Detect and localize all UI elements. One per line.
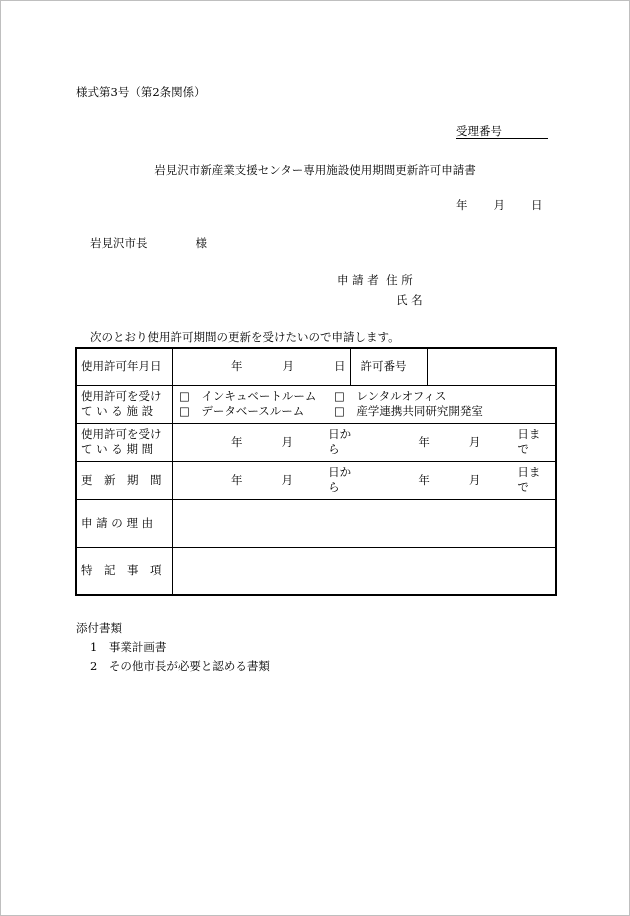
facility-checkbox-incubation[interactable]: □ インキュベートルーム — [179, 389, 317, 403]
facility-label-line1: 使用許可を受け — [81, 389, 162, 403]
applicant-address[interactable] — [337, 273, 413, 287]
facility-checkbox-rental-office[interactable]: □ レンタルオフィス — [334, 389, 447, 403]
attachment-item: 1 事業計画書 — [90, 640, 167, 654]
permit-date-label: 使用許可年月日 — [76, 348, 173, 385]
period-month-to: 月 — [468, 434, 481, 449]
renewal-field[interactable] — [173, 461, 557, 499]
period-label-line2: て い る 期 間 — [81, 442, 154, 456]
applicant-name-label: 氏 名 — [396, 293, 423, 307]
renewal-year-from: 年 — [231, 472, 243, 487]
receipt-number-field[interactable]: 受理番号 — [456, 124, 548, 139]
applicant-name[interactable] — [396, 293, 423, 307]
table-row-permit-date — [76, 348, 556, 385]
reason-field[interactable] — [173, 499, 557, 547]
reason-label: 申 請 の 理 由 — [76, 499, 173, 547]
table-row-renewal — [76, 461, 556, 499]
attachments-heading: 添付書類 — [76, 621, 122, 635]
permit-date-field[interactable] — [173, 348, 351, 385]
facility-checkbox-database[interactable]: □ データベースルーム — [179, 404, 305, 418]
permit-month: 月 — [282, 359, 294, 374]
table-row-period — [76, 423, 556, 461]
facility-label-line2: て い る 施 設 — [81, 404, 154, 418]
permit-number-field[interactable] — [427, 348, 556, 385]
applicant-address-label: 住 所 — [386, 273, 413, 287]
applicant-label: 申 請 者 — [337, 273, 379, 287]
period-field[interactable] — [173, 423, 557, 461]
notes-field[interactable] — [173, 547, 557, 595]
document-title: 岩見沢市新産業支援センター専用施設使用期間更新許可申請書 — [154, 163, 476, 177]
period-month-from: 月 — [281, 434, 293, 449]
renewal-month-from: 月 — [281, 472, 293, 487]
attachment-item: 2 その他市長が必要と認める書類 — [90, 659, 270, 673]
facility-label — [76, 385, 173, 423]
period-year-to: 年 — [418, 434, 430, 449]
table-row-facility — [76, 385, 556, 423]
application-date[interactable] — [456, 198, 543, 212]
period-day-from: 日から — [328, 427, 352, 456]
table-row-reason — [76, 499, 556, 547]
renewal-day-to: 日まで — [517, 465, 541, 494]
application-table — [75, 347, 557, 596]
permit-year: 年 — [231, 359, 243, 374]
renewal-label: 更 新 期 間 — [76, 461, 173, 499]
period-year-from: 年 — [231, 434, 243, 449]
date-year: 年 — [456, 198, 468, 212]
addressee — [90, 236, 207, 250]
intro-text: 次のとおり使用許可期間の更新を受けたいので申請します。 — [90, 330, 400, 344]
addressee-honorific: 様 — [195, 236, 207, 250]
renewal-month-to: 月 — [468, 472, 481, 487]
facility-options — [173, 385, 557, 423]
form-number: 様式第3号（第2条関係） — [76, 85, 206, 99]
date-day: 日 — [531, 198, 543, 212]
permit-number-label: 許可番号 — [350, 348, 427, 385]
date-month: 月 — [493, 198, 505, 212]
renewal-day-from: 日から — [328, 465, 352, 494]
notes-label: 特 記 事 項 — [76, 547, 173, 595]
period-label-line1: 使用許可を受け — [81, 427, 162, 441]
table-row-notes — [76, 547, 556, 595]
period-label — [76, 423, 173, 461]
addressee-name: 岩見沢市長 — [90, 236, 148, 250]
renewal-year-to: 年 — [418, 472, 430, 487]
permit-day: 日 — [334, 359, 346, 374]
facility-checkbox-research-lab[interactable]: □ 産学連携共同研究開発室 — [334, 404, 483, 418]
period-day-to: 日まで — [517, 427, 541, 456]
